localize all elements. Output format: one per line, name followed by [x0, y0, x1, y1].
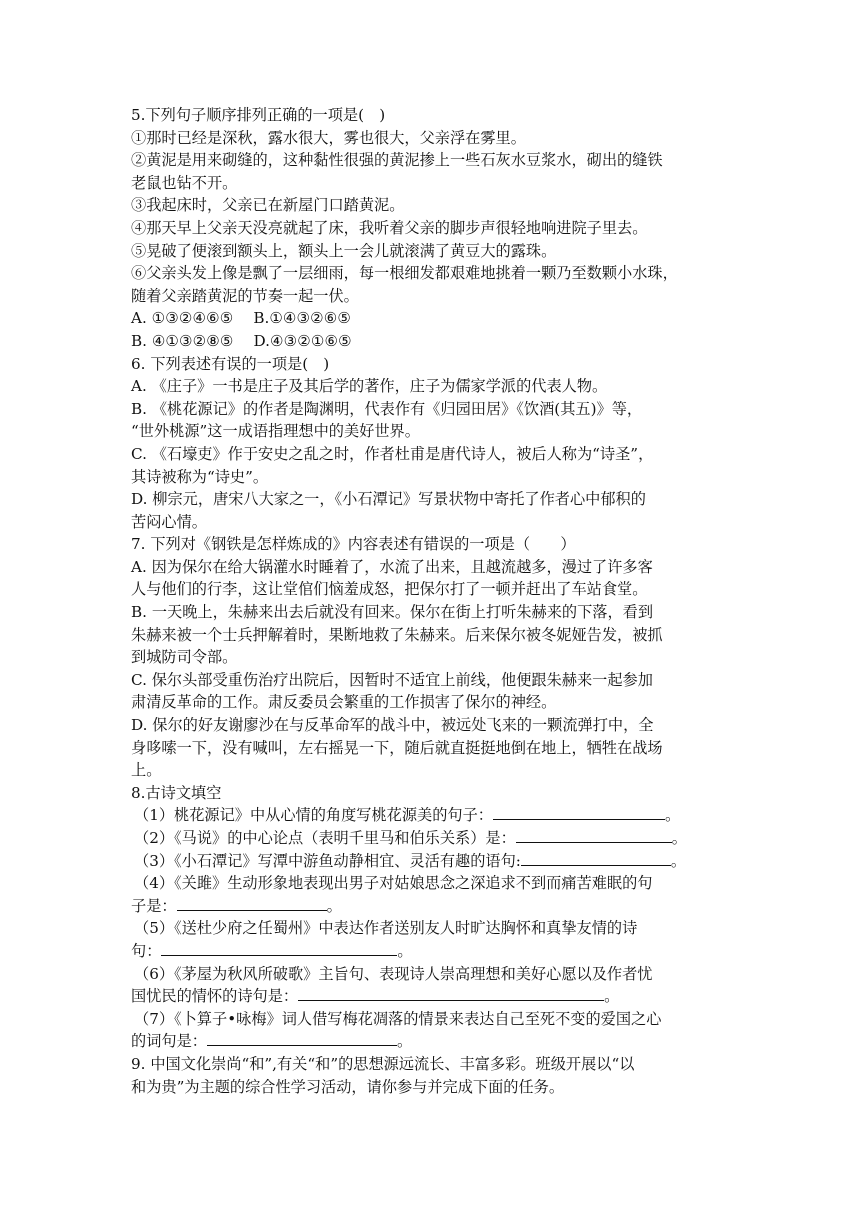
answer-blank-1[interactable]	[493, 805, 665, 820]
q8-item-7-cont	[131, 1030, 731, 1053]
q8-item-1-text: （1）桃花源记》中从心情的角度写桃花源美的句子：	[134, 806, 493, 825]
q6-option-b: B. 《桃花源记》的作者是陶渊明，代表作有《归园田居》《饮酒(其五)》等，	[131, 399, 643, 418]
period: 。	[396, 1032, 413, 1051]
q5-options-ab: A. ①③②④⑥⑤ B.①④③②⑥⑤	[131, 309, 352, 328]
q5-sentence-1: ①那时已经是深秋，露水很大，雾也很大，父亲浮在雾里。	[131, 128, 526, 147]
q5-sentence-2: ②黄泥是用来砌缝的，这种黏性很强的黄泥掺上一些石灰水豆浆水，砌出的缝铁	[131, 151, 663, 170]
q5-sentence-2-cont: 老鼠也钻不开。	[131, 173, 238, 192]
answer-blank-4[interactable]	[177, 896, 327, 911]
q8-item-6-cont	[131, 985, 731, 1008]
q8-item-5-cont	[131, 940, 731, 963]
q6-option-d: D. 柳宗元，唐宋八大家之一，《小石潭记》写景状物中寄托了作者心中郁积的	[131, 490, 646, 509]
q8-item-1	[131, 804, 731, 827]
q7-option-b: B. 一天晚上，朱赫来出去后就没有回来。保尔在街上打听朱赫来的下落，看到	[131, 603, 654, 622]
q5-sentence-5: ⑤晃破了便滚到额头上，额头上一会儿就滚满了黄豆大的露珠。	[131, 241, 557, 260]
answer-blank-6[interactable]	[298, 986, 604, 1001]
q8-item-7: （7）《卜算子•咏梅》词人借写梅花凋落的情景来表达自己至死不变的爱国之心	[134, 1009, 662, 1028]
q6-option-a: A. 《庄子》一书是庄子及其后学的著作，庄子为儒家学派的代表人物。	[131, 377, 608, 396]
q8-item-4-cont	[131, 895, 731, 918]
q6-stem: 6. 下列表述有误的一项是( )	[131, 354, 330, 373]
period: 。	[671, 829, 687, 847]
q7-option-d: D. 保尔的好友谢廖沙在与反革命军的战斗中，被远处飞来的一颗流弹打中，全	[131, 716, 654, 735]
q7-option-a-cont: 人与他们的行李，这让堂倌们恼羞成怒，把保尔打了一顿并赶出了车站食堂。	[131, 580, 648, 599]
exam-page	[131, 104, 731, 1098]
q8-item-2	[131, 827, 731, 850]
period: 。	[326, 896, 342, 915]
q8-item-7-text: 的词句是：	[131, 1032, 207, 1051]
q5-sentence-6-cont: 随着父亲踏黄泥的节奏一起一伏。	[131, 286, 359, 305]
q7-option-a: A. 因为保尔在给大锅灌水时睡着了，水流了出来，且越流越多，漫过了许多客	[131, 557, 653, 576]
q7-option-d-cont: 身哆嗦一下，没有喊叫，左右摇晃一下，随后就直挺挺地倒在地上，牺牲在战场	[131, 738, 663, 757]
answer-blank-7[interactable]	[207, 1031, 397, 1046]
q8-item-2-text: （2）《马说》的中心论点（表明千里马和伯乐关系）是：	[134, 829, 516, 847]
q6-option-b-cont: “世外桃源”这一成语指理想中的美好世界。	[131, 422, 420, 441]
q7-option-b-cont-2: 到城防司令部。	[131, 648, 238, 667]
q8-item-3	[131, 850, 731, 873]
q9-intro: 9. 中国文化崇尚“和”,有关“和”的思想源远流长、丰富多彩。班级开展以“以	[131, 1054, 635, 1073]
q8-item-4: （4）《关雎》生动形象地表现出男子对姑娘思念之深追求不到而痛苦难眠的句	[134, 874, 653, 893]
q8-item-5: （5）《送杜少府之任蜀州》中表达作者送别友人时旷达胸怀和真挚友情的诗	[134, 919, 638, 938]
period: 。	[604, 987, 620, 1006]
q6-option-c: C. 《石壕吏》作于安史之乱之时，作者杜甫是唐代诗人，被后人称为“诗圣”，	[131, 444, 654, 463]
q5-sentence-4: ④那天早上父亲天没亮就起了床，我听着父亲的脚步声很轻地响进院子里去。	[131, 218, 648, 237]
q5-sentence-3: ③我起床时，父亲已在新屋门口踏黄泥。	[131, 196, 405, 215]
q7-stem: 7. 下列对《钢铁是怎样炼成的》内容表述有错误的一项是（ ）	[131, 535, 576, 554]
q8-stem: 8.古诗文填空	[131, 783, 222, 802]
q6-option-c-cont: 其诗被称为“诗史”。	[131, 467, 269, 486]
q5-stem: 5.下列句子顺序排列正确的一项是( )	[131, 106, 386, 124]
q9-intro-cont: 和为贵”为主题的综合性学习活动，请你参与并完成下面的任务。	[131, 1077, 565, 1096]
period: 。	[670, 851, 687, 870]
q5-sentence-6: ⑥父亲头发上像是飘了一层细雨，每一根细发都艰难地挑着一颗乃至数颗小水珠，	[131, 264, 678, 283]
q5-options-cd: B. ④①③②⑧⑤ D.④③②①⑥⑤	[131, 331, 352, 350]
q7-option-d-cont-2: 上。	[131, 761, 162, 780]
q8-item-6: （6）《茅屋为秋风所破歌》主旨句、表现诗人崇高理想和美好心愿以及作者忧	[134, 964, 653, 983]
q7-option-c-cont: 肃清反革命的工作。肃反委员会繁重的工作损害了保尔的神经。	[131, 693, 557, 712]
q7-option-c: C. 保尔头部受重伤治疗出院后，因暂时不适宜上前线，他便跟朱赫来一起参加	[131, 670, 653, 689]
answer-blank-2[interactable]	[516, 828, 672, 843]
answer-blank-5[interactable]	[161, 941, 397, 956]
q7-option-b-cont: 朱赫来被一个士兵押解着时，果断地救了朱赫来。后来保尔被冬妮娅告发，被抓	[131, 625, 663, 644]
q8-item-5-text: 句：	[131, 941, 162, 960]
q8-item-6-text: 国忧民的情怀的诗句是：	[131, 987, 299, 1006]
q8-item-4-text: 子是：	[131, 896, 177, 915]
period: 。	[664, 806, 681, 825]
q8-item-3-text: （3）《小石潭记》写潭中游鱼动静相宜、灵活有趣的语句:	[134, 851, 521, 870]
period: 。	[397, 941, 413, 960]
answer-blank-3[interactable]	[521, 851, 671, 866]
q6-option-d-cont: 苦闷心情。	[131, 512, 207, 531]
